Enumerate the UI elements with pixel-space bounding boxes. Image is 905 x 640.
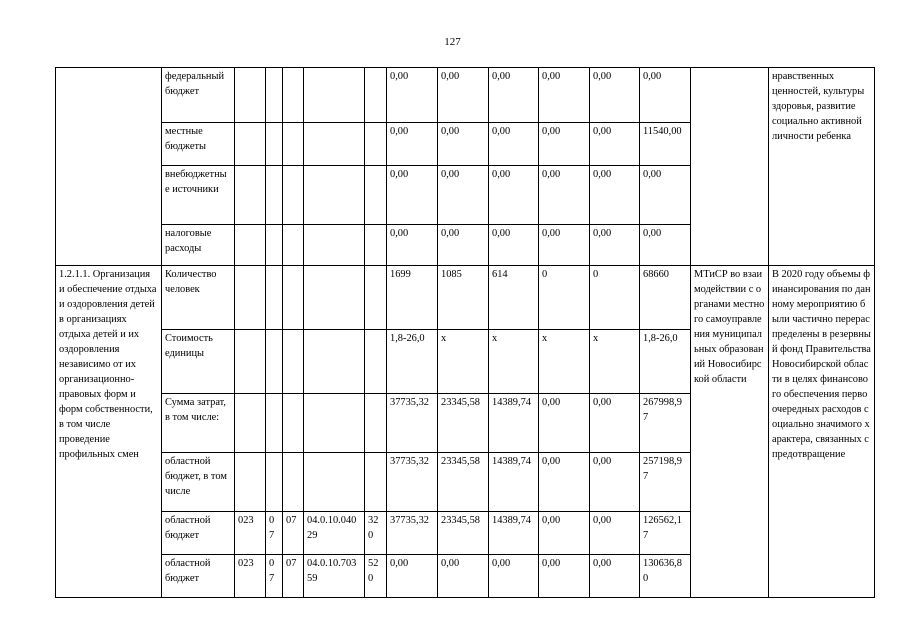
- row-label: областной бюджет, в том числе: [162, 453, 235, 512]
- value-cell: 0: [590, 266, 640, 330]
- notes-cell: В 2020 году объемы финансирования по данному мероприятию были частично перераспределены в резервный фонд Правительства Новосибирской области в целях финансового обеспечения первоочередных расходов социально значимого характера, связанных с предотвращение: [769, 266, 875, 598]
- value-cell: 0,00: [590, 453, 640, 512]
- executor-cell-empty: [691, 68, 769, 266]
- value-cell: 0,00: [640, 225, 691, 266]
- value-cell: 0,00: [387, 555, 438, 598]
- value-cell: x: [489, 330, 539, 394]
- value-cell: 0,00: [387, 68, 438, 123]
- row-label: областной бюджет: [162, 512, 235, 555]
- pr-cell: [283, 330, 304, 394]
- grbs-cell: [235, 453, 266, 512]
- grbs-cell: 023: [235, 512, 266, 555]
- value-cell: 37735,32: [387, 512, 438, 555]
- source-label: налоговые расходы: [162, 225, 235, 266]
- value-cell: 37735,32: [387, 394, 438, 453]
- value-cell: x: [539, 330, 590, 394]
- rz-cell: [266, 330, 283, 394]
- value-cell: 0,00: [387, 166, 438, 225]
- vr-cell: [365, 394, 387, 453]
- value-cell: 0,00: [489, 123, 539, 166]
- source-label: федеральный бюджет: [162, 68, 235, 123]
- value-cell: 0,00: [539, 166, 590, 225]
- value-cell: 23345,58: [438, 512, 489, 555]
- value-cell: 68660: [640, 266, 691, 330]
- value-cell: 257198,97: [640, 453, 691, 512]
- value-cell: 0,00: [539, 123, 590, 166]
- value-cell: 14389,74: [489, 453, 539, 512]
- measure-cell-empty: [56, 68, 162, 266]
- value-cell: 0,00: [590, 225, 640, 266]
- csr-cell: 04.0.10.04029: [304, 512, 365, 555]
- budget-table: [55, 67, 875, 598]
- row-label: Количество человек: [162, 266, 235, 330]
- value-cell: 0,00: [640, 166, 691, 225]
- pr-cell: 07: [283, 555, 304, 598]
- value-cell: x: [438, 330, 489, 394]
- value-cell: 37735,32: [387, 453, 438, 512]
- value-cell: 0,00: [438, 68, 489, 123]
- value-cell: 0,00: [489, 225, 539, 266]
- pr-cell: [283, 266, 304, 330]
- pr-cell: 07: [283, 512, 304, 555]
- value-cell: 0,00: [539, 68, 590, 123]
- source-label: внебюджетные источники: [162, 166, 235, 225]
- value-cell: 126562,17: [640, 512, 691, 555]
- value-cell: 0,00: [590, 166, 640, 225]
- pr-cell: [283, 453, 304, 512]
- executor-cell: МТиСР во взаимодействии с органами местного самоуправления муниципальных образований Новосибирской области: [691, 266, 769, 598]
- rz-cell: 07: [266, 512, 283, 555]
- value-cell: 614: [489, 266, 539, 330]
- value-cell: 1085: [438, 266, 489, 330]
- value-cell: 0,00: [438, 123, 489, 166]
- csr-cell: 04.0.10.70359: [304, 555, 365, 598]
- csr-cell: [304, 394, 365, 453]
- value-cell: 0,00: [590, 394, 640, 453]
- value-cell: 14389,74: [489, 512, 539, 555]
- value-cell: 130636,80: [640, 555, 691, 598]
- value-cell: 0,00: [489, 166, 539, 225]
- value-cell: 1,8-26,0: [387, 330, 438, 394]
- value-cell: 11540,00: [640, 123, 691, 166]
- notes-cell: нравственных ценностей, культуры здоровья, развитие социально активной личности ребенка: [769, 68, 875, 266]
- value-cell: 0,00: [590, 512, 640, 555]
- source-label: местные бюджеты: [162, 123, 235, 166]
- value-cell: 267998,97: [640, 394, 691, 453]
- value-cell: 0,00: [539, 453, 590, 512]
- value-cell: 0,00: [489, 555, 539, 598]
- value-cell: 0,00: [640, 68, 691, 123]
- vr-cell: [365, 453, 387, 512]
- vr-cell: [365, 266, 387, 330]
- value-cell: 0,00: [590, 68, 640, 123]
- vr-cell: [365, 330, 387, 394]
- value-cell: 1699: [387, 266, 438, 330]
- value-cell: 0,00: [438, 555, 489, 598]
- csr-cell: [304, 266, 365, 330]
- row-label: Сумма затрат, в том числе:: [162, 394, 235, 453]
- value-cell: 14389,74: [489, 394, 539, 453]
- grbs-cell: [235, 330, 266, 394]
- pr-cell: [283, 394, 304, 453]
- grbs-cell: [235, 394, 266, 453]
- value-cell: 0,00: [387, 225, 438, 266]
- row-label: областной бюджет: [162, 555, 235, 598]
- value-cell: 0,00: [539, 555, 590, 598]
- table-row: [56, 266, 875, 330]
- rz-cell: [266, 453, 283, 512]
- value-cell: 0,00: [539, 512, 590, 555]
- value-cell: 0,00: [438, 225, 489, 266]
- measure-name: 1.2.1.1. Организация и обеспечение отдыха и оздоровления детей в организациях отдыха детей и их оздоровления независимо от их организационно-правовых форм и форм собственности, в том числе проведение профильных смен: [56, 266, 162, 598]
- value-cell: 23345,58: [438, 394, 489, 453]
- vr-cell: 520: [365, 555, 387, 598]
- value-cell: 0,00: [438, 166, 489, 225]
- grbs-cell: 023: [235, 555, 266, 598]
- value-cell: x: [590, 330, 640, 394]
- value-cell: 0,00: [590, 123, 640, 166]
- rz-cell: [266, 266, 283, 330]
- grbs-cell: [235, 266, 266, 330]
- value-cell: 0,00: [489, 68, 539, 123]
- rz-cell: [266, 394, 283, 453]
- value-cell: 23345,58: [438, 453, 489, 512]
- row-label: Стоимость единицы: [162, 330, 235, 394]
- value-cell: 0: [539, 266, 590, 330]
- value-cell: 1,8-26,0: [640, 330, 691, 394]
- csr-cell: [304, 330, 365, 394]
- value-cell: 0,00: [590, 555, 640, 598]
- csr-cell: [304, 453, 365, 512]
- value-cell: 0,00: [539, 225, 590, 266]
- vr-cell: 320: [365, 512, 387, 555]
- value-cell: 0,00: [387, 123, 438, 166]
- value-cell: 0,00: [539, 394, 590, 453]
- table-row: [56, 68, 875, 123]
- page-number: 127: [444, 36, 461, 48]
- rz-cell: 07: [266, 555, 283, 598]
